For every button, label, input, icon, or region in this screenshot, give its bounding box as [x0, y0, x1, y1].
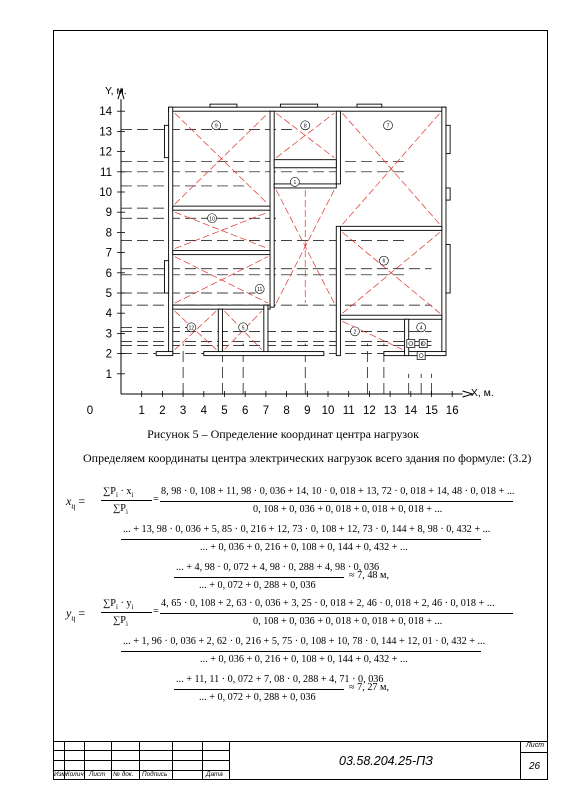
- room-number: 5: [241, 325, 245, 332]
- formula-y-result: ≈ 7, 27 м,: [349, 682, 390, 693]
- formula-y-line3-den: ... + 0, 072 + 0, 288 + 0, 036: [199, 692, 316, 703]
- lighting-line: [175, 311, 216, 349]
- formula-y-line1-num: 4, 65 · 0, 108 + 2, 63 · 0, 036 + 3, 25 · 0, 018 + 2, 46 · 0, 018 + 2, 46 · 0, 018 + ...: [161, 598, 495, 609]
- formula-x-line2-den: ... + 0, 036 + 0, 216 + 0, 108 + 0, 144 + 0, 432 + ...: [200, 542, 408, 553]
- x-tick-label: 9: [304, 405, 311, 417]
- x-tick-label: 6: [241, 405, 249, 417]
- formula-x-line2-num: ... + 13, 98 · 0, 036 + 5, 85 · 0, 216 + 12, 73 · 0, 108 + 12, 73 · 0, 144 + 8, 98 · 0, 432 + ...: [123, 524, 491, 535]
- y-tick-label: 3: [105, 328, 112, 341]
- x-axis-title: Х, м.: [470, 387, 494, 399]
- figure-caption: Рисунок 5 – Определение координат центра нагрузок: [147, 427, 419, 441]
- formula-y-sum-num: $\sum P_i \cdot y_i$: [103, 598, 134, 612]
- window: [164, 261, 168, 293]
- outer-wall-bottom-left: [156, 352, 173, 356]
- inner-wall: [336, 226, 340, 355]
- x-tick-label: 5: [221, 405, 228, 417]
- stamp-label-sheet: Лист: [89, 771, 106, 778]
- window: [210, 104, 237, 107]
- room-number: 2: [353, 329, 357, 336]
- stamp-label-docno: № док.: [113, 771, 134, 778]
- inner-wall: [270, 111, 274, 307]
- lighting-lines: [175, 113, 440, 349]
- room-number: 8: [303, 123, 307, 130]
- room-number: 10: [209, 216, 215, 223]
- x-tick-label: 12: [363, 405, 376, 417]
- outer-wall-bottom-right: [384, 352, 446, 356]
- x-tick-label: 7: [262, 405, 270, 417]
- lighting-line: [342, 232, 439, 313]
- window: [446, 188, 450, 200]
- x-tick-label: 13: [383, 405, 397, 417]
- inner-wall: [405, 319, 409, 355]
- formula-x-line3-den: ... + 0, 072 + 0, 288 + 0, 036: [199, 580, 316, 591]
- x-tick-label: 4: [200, 405, 208, 417]
- x-tick-label: 8: [283, 405, 290, 417]
- x-tick-label: 10: [321, 405, 335, 417]
- outer-wall-top: [169, 107, 446, 111]
- stamp-label-qty: Колич.: [66, 771, 86, 778]
- formula-y-line3-num: ... + 11, 11 · 0, 072 + 7, 08 · 0, 288 + 4, 71 · 0, 036: [176, 674, 384, 685]
- inner-wall: [264, 305, 268, 351]
- y-tick-label: 2: [105, 348, 112, 361]
- x-tick-label: 15: [425, 405, 438, 417]
- fixture-box: [407, 340, 415, 348]
- y-tick-label: 13: [99, 126, 112, 139]
- room-number: 4: [419, 325, 423, 332]
- corridor-wall: [274, 160, 336, 168]
- outer-wall-bottom: [204, 352, 324, 356]
- sheet-number: 26: [529, 761, 541, 772]
- x-tick-label: 16: [445, 405, 459, 417]
- y-tick-label: 10: [99, 187, 112, 199]
- x-tick-label: 3: [179, 405, 187, 417]
- formula-y-line1-den: 0, 108 + 0, 036 + 0, 018 + 0, 018 + 0, 018 + ...: [253, 616, 443, 627]
- y-tick-label: 8: [105, 227, 112, 240]
- x-tick-label: 11: [342, 405, 355, 417]
- y-tick-label: 14: [99, 106, 112, 119]
- formula-x-line1-den: 0, 108 + 0, 036 + 0, 018 + 0, 018 + 0, 018 + ...: [253, 504, 443, 515]
- formula-y-sum-den: $\sum P_i$: [113, 615, 128, 629]
- inner-wall: [218, 309, 222, 351]
- formula-x-result: ≈ 7, 48 м,: [349, 570, 390, 581]
- y-tick-label: 7: [105, 247, 112, 260]
- y-tick-label: 9: [105, 207, 112, 220]
- window: [446, 125, 450, 153]
- title-block-stamp: [53, 741, 548, 780]
- room-number: 11: [257, 286, 263, 293]
- outer-wall-left: [169, 107, 173, 353]
- room-number: 3: [420, 341, 424, 348]
- formula-y-line2-num: ... + 1, 96 · 0, 036 + 2, 62 · 0, 216 + 5, 75 · 0, 108 + 10, 78 · 0, 144 + 12, 01 · 0, 432 + ...: [123, 636, 486, 647]
- origin-label: 0: [86, 405, 94, 417]
- x-tick-label: 1: [138, 405, 145, 417]
- y-tick-label: 5: [105, 288, 112, 300]
- y-tick-label: 12: [99, 146, 112, 159]
- building-walls: [156, 104, 450, 355]
- formula-x-line3-num: ... + 4, 98 · 0, 072 + 4, 98 · 0, 288 + 4, 98 · 0, 036: [176, 562, 380, 573]
- inner-wall: [340, 315, 441, 319]
- formula-intro-text: Определяем координаты центра электрических нагрузок всего здания по формуле: (3.2): [83, 451, 532, 465]
- room-number: 12: [188, 325, 195, 332]
- inner-wall: [173, 206, 270, 210]
- y-axis-title: Y, м.: [105, 85, 127, 98]
- axis-labels: [87, 85, 494, 417]
- inner-wall: [336, 111, 340, 184]
- y-tick-label: 11: [100, 166, 112, 179]
- stamp-label-signature: Подпись: [142, 771, 168, 778]
- room-number: 7: [386, 123, 390, 130]
- room-number: 1: [293, 179, 297, 186]
- window: [446, 245, 450, 293]
- fixture-box: [417, 352, 425, 360]
- sheet-label: Лист: [526, 742, 545, 749]
- formula-x-line1-num: 8, 98 · 0, 108 + 11, 98 · 0, 036 + 14, 10 · 0, 018 + 13, 72 · 0, 018 + 14, 48 · 0, 018 + ...: [161, 486, 515, 497]
- document-number: 03.58.204.25-ПЗ: [339, 754, 433, 768]
- inner-wall: [173, 251, 270, 255]
- formula-y-line2-den: ... + 0, 036 + 0, 216 + 0, 108 + 0, 144 + 0, 432 + ...: [200, 654, 408, 665]
- stamp-label-date: Дата: [206, 771, 223, 778]
- inner-wall: [340, 226, 441, 230]
- x-tick-label: 2: [159, 405, 166, 417]
- corridor-wall: [274, 184, 336, 188]
- window: [164, 125, 168, 157]
- y-tick-label: 1: [105, 368, 112, 381]
- outer-wall-right: [442, 107, 446, 353]
- formula-y-lhs: $y_ц$ =: [66, 606, 86, 623]
- stamp-label-change: Изм.: [54, 771, 68, 778]
- formula-x-sum-num: $\sum P_i \cdot x_i$: [103, 486, 134, 500]
- inner-wall: [173, 305, 270, 309]
- formula-x-lhs: $x_ц$ =: [66, 494, 86, 511]
- window: [280, 104, 317, 107]
- lighting-line: [175, 311, 216, 349]
- x-tick-label: 14: [404, 405, 418, 417]
- y-tick-label: 4: [105, 308, 112, 321]
- y-tick-label: 6: [105, 267, 112, 280]
- room-number: 9: [214, 123, 218, 130]
- window: [357, 104, 382, 107]
- formula-x-sum-den: $\sum P_i$: [113, 503, 128, 517]
- room-number: 6: [382, 258, 386, 265]
